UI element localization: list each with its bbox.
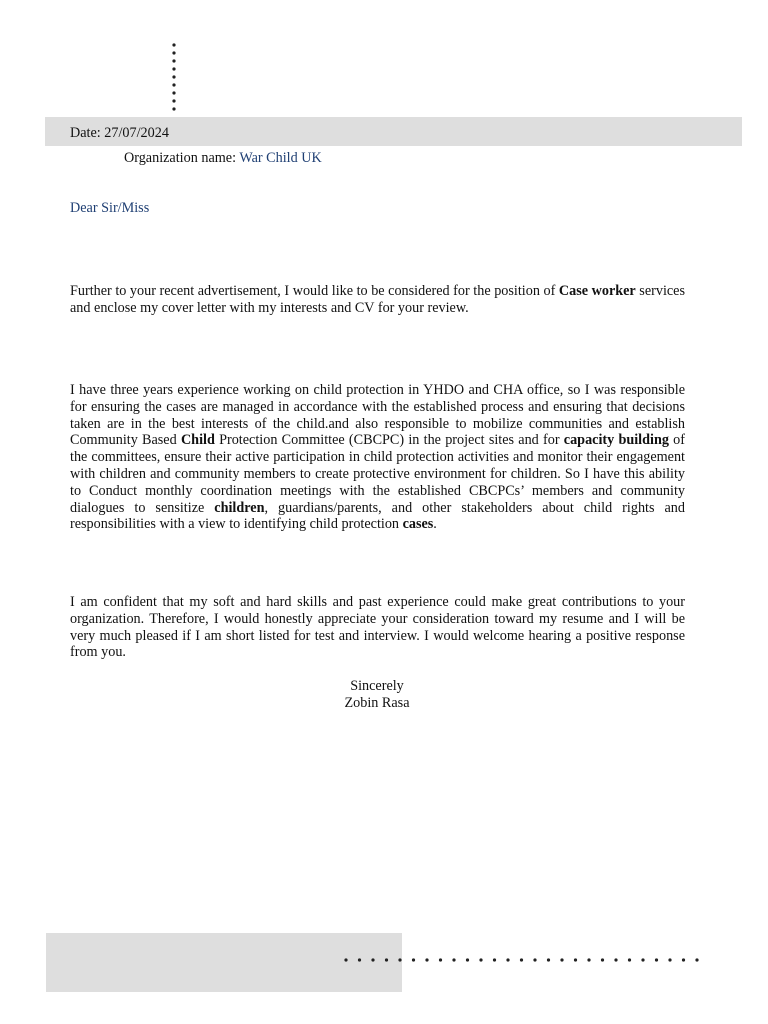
paragraph-text: . [433, 516, 437, 533]
position-title: Case worker [558, 283, 636, 299]
organization-name: War Child UK [239, 150, 322, 166]
paragraph-text: services and enclose my cover letter with my interests and CV for your review. [70, 283, 685, 316]
signature-block [0, 678, 754, 712]
closing-phrase: Sincerely [350, 678, 404, 694]
bold-term: children [214, 499, 265, 516]
paragraph-closing: I am confident that my soft and hard skills and past experience could make great contributions to your organization. Therefore, I would honestly appreciate your consideration toward my resume and I will be very much pleased if I am short listed for test and interview. I would welcome hearing a positive response from you. [70, 594, 685, 661]
vertical-dotted-line [170, 42, 178, 112]
paragraph-text: Protection Committee (CBCPC) in the project sites and for [214, 432, 564, 449]
bold-term: cases [402, 516, 434, 533]
bold-term: Child [180, 432, 215, 449]
paragraph-text: of the committees, ensure their active participation in child protection activities and monitor their engagement with children and community members to create protective environment for children. So I have this ability to Conduct monthly coordination meetings with the established CBCPCs’ members and community dialogues to sensitize [70, 432, 685, 516]
paragraph-text: Further to your recent advertisement, I would like to be considered for the position of [70, 283, 559, 299]
horizontal-dotted-line [342, 954, 712, 964]
paragraph-intro [70, 283, 685, 317]
signature-name: Zobin Rasa [344, 694, 410, 711]
date-value: 27/07/2024 [104, 125, 169, 141]
date-line [70, 125, 169, 142]
paragraph-text: , guardians/parents, and other stakeholders about child rights and responsibilities with a view to identifying child protection [70, 499, 685, 533]
salutation: Dear Sir/Miss [70, 200, 150, 216]
paragraph-experience [70, 382, 685, 533]
date-label: Date: [70, 125, 101, 141]
organization-line [124, 150, 322, 167]
paragraph-text: I have three years experience working on child protection in YHDO and CHA office, so I was responsible for ensuring the cases are managed in accordance with the established process and ensuring that decisions taken are in the best interests of the child.and also responsible to mobilize communities and establish Community Based [70, 382, 685, 449]
bold-term: capacity building [563, 432, 669, 449]
organization-label: Organization name: [124, 150, 237, 166]
